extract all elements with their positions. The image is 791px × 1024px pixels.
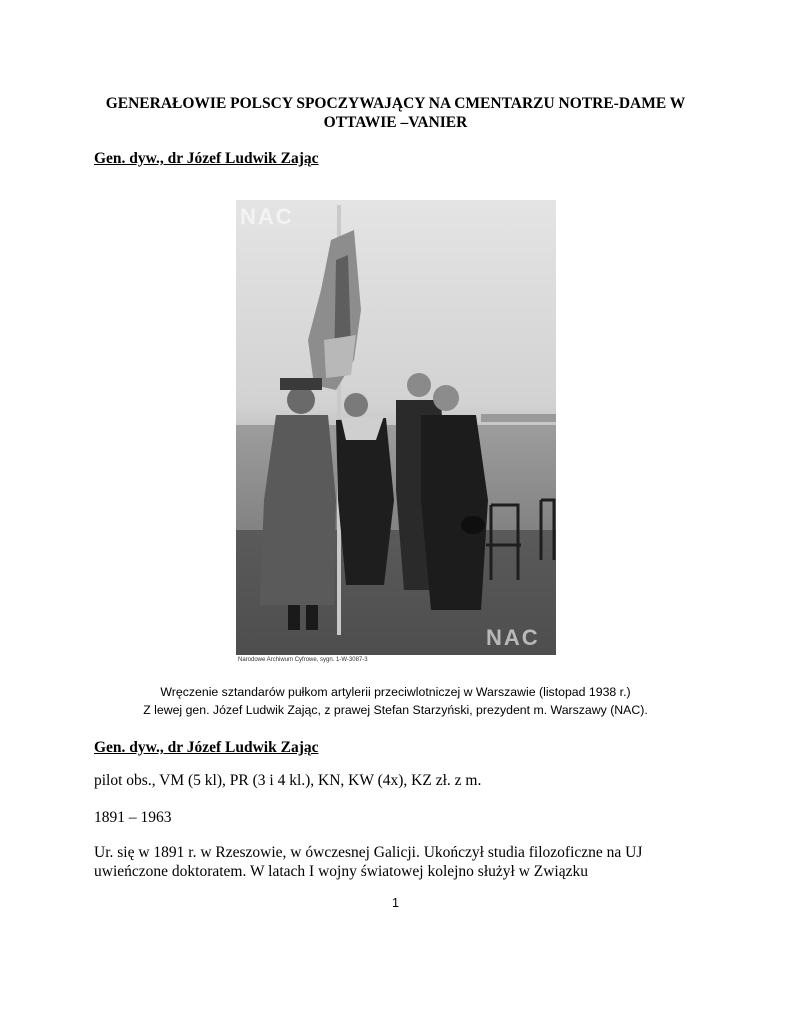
page-number: 1 — [392, 896, 399, 910]
archive-signature: Narodowe Archiwum Cyfrowe, sygn. 1-W-3087-3 — [238, 657, 368, 663]
biography-line-2: uwieńczone doktoratem. W latach I wojny światowej kolejno służył w Związku — [94, 863, 589, 880]
photo-caption-line-1: Wręczenie sztandarów pułkom artylerii przeciwlotniczej w Warszawie (listopad 1938 r.) — [160, 685, 631, 699]
section-heading-repeat: Gen. dyw., dr Józef Ludwik Zając — [94, 739, 319, 756]
document-title-line-1: GENERAŁOWIE POLSCY SPOCZYWAJĄCY NA CMENTARZU NOTRE-DAME W — [105, 95, 686, 112]
life-years: 1891 – 1963 — [94, 809, 172, 826]
historical-photo — [236, 200, 556, 655]
nac-watermark-top: NAC — [240, 204, 294, 229]
photo-illustration — [236, 200, 556, 655]
decorations-line: pilot obs., VM (5 kl), PR (3 i 4 kl.), KN, KW (4x), KZ zł. z m. — [94, 772, 482, 789]
biography-line-1: Ur. się w 1891 r. w Rzeszowie, w ówczesnej Galicji. Ukończył studia filozoficzne na UJ — [94, 844, 643, 861]
photo-caption-line-2: Z lewej gen. Józef Ludwik Zając, z prawej Stefan Starzyński, prezydent m. Warszawy (NAC). — [143, 703, 648, 717]
nac-watermark-bottom: NAC — [486, 625, 540, 650]
photo-caption — [60, 683, 731, 719]
section-heading: Gen. dyw., dr Józef Ludwik Zając — [94, 150, 319, 167]
biography-paragraph — [94, 843, 642, 881]
document-title — [60, 94, 731, 132]
document-title-line-2: OTTAWIE –VANIER — [323, 114, 468, 131]
